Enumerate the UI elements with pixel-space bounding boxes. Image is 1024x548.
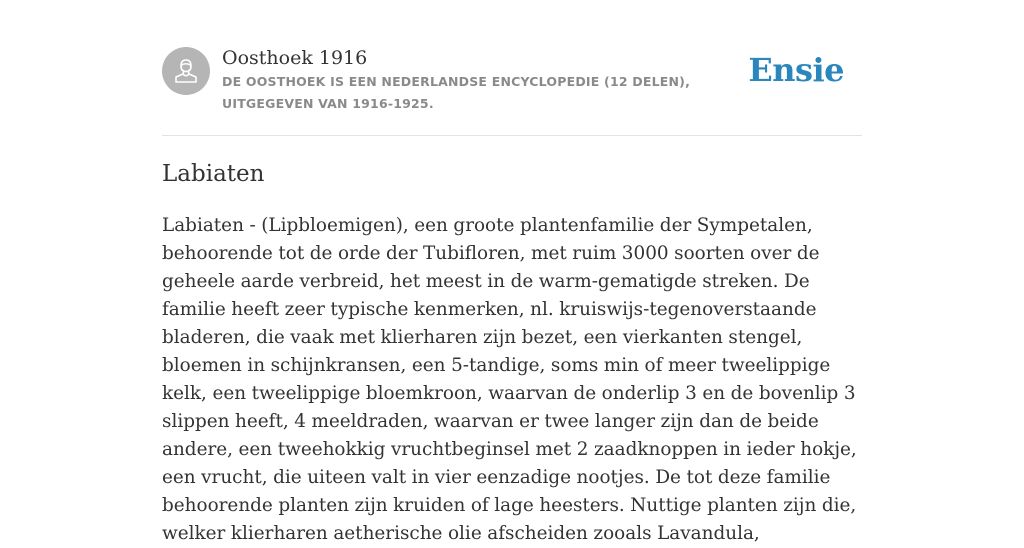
header-divider xyxy=(162,135,862,136)
ensie-logo[interactable]: Ensie xyxy=(748,51,844,89)
entry-body: Labiaten - (Lipbloemigen), een groote plantenfamilie der Sympetalen, behoorende tot de orde der Tubifloren, met ruim 3000 soorten over de geheele aarde verbreid, het meest in de warm-gematigde streken. De familie heeft zeer typische kenmerken, nl. kruiswijs-tegenoverstaande bladeren, die vaak met klierharen zijn bezet, een vierkanten stengel, bloemen in schijnkransen, een 5-tandige, soms min of meer tweelippige kelk, een tweelippige bloemkroon, waarvan de onderlip 3 en de bovenlip 3 slippen heeft, 4 meeldraden, waarvan er twee langer zijn dan de beide andere, een tweehokkig vruchtbeginsel met 2 zaadknoppen in ieder hokje, een vrucht, die uiteen valt in vier eenzadige nootjes. De tot deze familie behoorende planten zijn kruiden of lage heesters. Nuttige planten zijn die, welker klierharen aetherische olie afscheiden zooals Lavandula, xyxy=(162,215,857,544)
source-title[interactable]: Oosthoek 1916 xyxy=(222,47,368,69)
avatar[interactable] xyxy=(162,47,210,95)
source-header xyxy=(162,46,862,118)
entry-title: Labiaten xyxy=(162,161,265,187)
source-description: DE OOSTHOEK IS EEN NEDERLANDSE ENCYCLOPEDIE (12 DELEN), UITGEGEVEN VAN 1916-1925. xyxy=(222,74,691,111)
source-meta xyxy=(222,46,762,115)
user-silhouette-icon xyxy=(171,56,201,86)
